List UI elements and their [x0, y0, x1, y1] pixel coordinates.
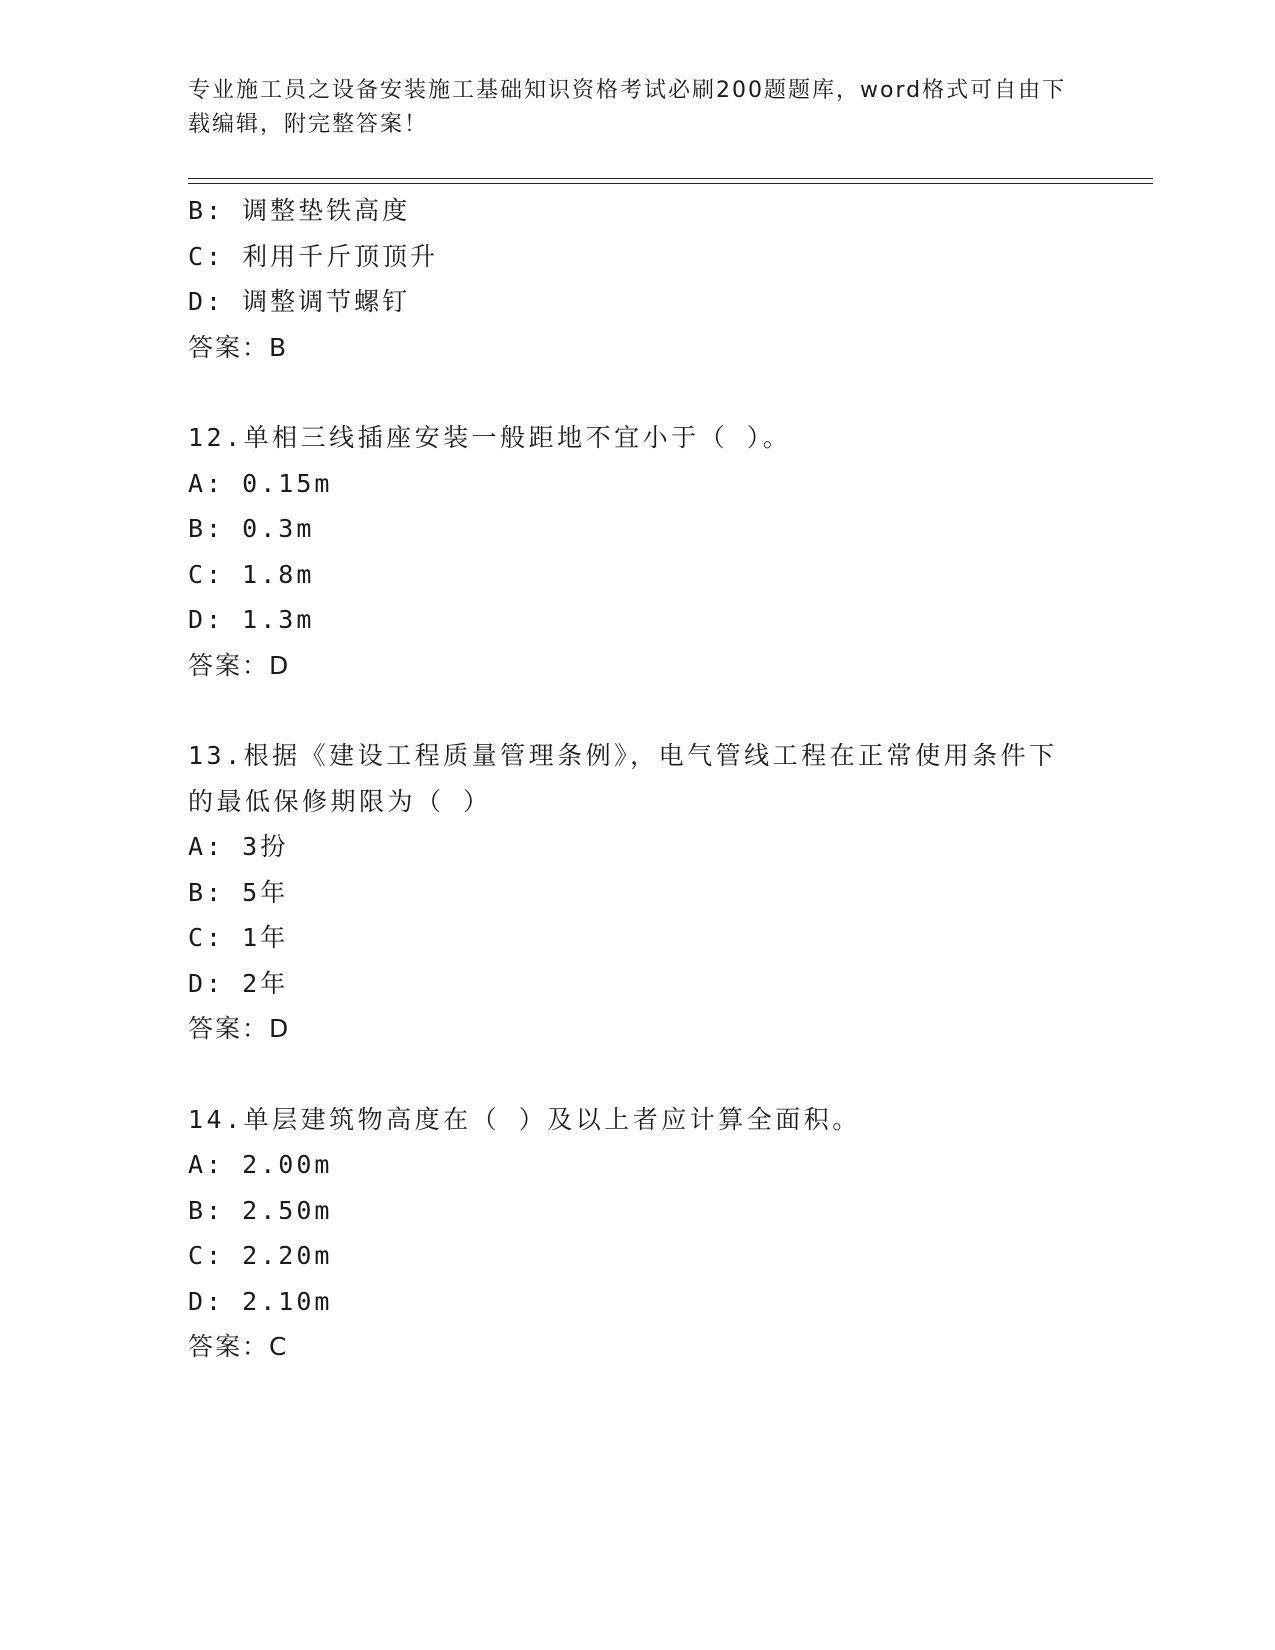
option-text: 1.3m: [242, 605, 315, 634]
answer-line: 答案：B: [188, 332, 289, 362]
answer-line: 答案：C: [188, 1332, 289, 1361]
option-label: D:: [188, 968, 225, 998]
option-text: 2年: [242, 968, 289, 998]
question-text: 12.单相三线插座安装一般距地不宜小于（ ）。: [188, 423, 792, 452]
option-label: C:: [188, 241, 225, 271]
option-text: 调整调节螺钉: [242, 287, 411, 316]
question-block: [188, 733, 1088, 1052]
option-text: 2.50m: [242, 1195, 333, 1225]
question-text: 14.单层建筑物高度在（ ）及以上者应计算全面积。: [188, 1104, 861, 1134]
option-label: D:: [188, 605, 225, 634]
answer-line: 答案：D: [188, 650, 291, 680]
option-line: [188, 915, 1088, 961]
option-text: 2.10m: [242, 1286, 333, 1316]
option-label: A:: [188, 832, 225, 861]
option-text: 调整垫铁高度: [242, 196, 411, 225]
option-line: [188, 234, 1088, 280]
header-divider-bottom: [188, 183, 1153, 184]
option-line: [188, 552, 1088, 598]
option-text: 3扮: [242, 832, 289, 861]
header-divider-top: [188, 178, 1153, 179]
option-line: [188, 961, 1088, 1007]
option-line: [188, 1233, 1088, 1279]
option-line: [188, 824, 1088, 870]
option-label: D:: [188, 1286, 225, 1316]
option-text: 2.20m: [242, 1241, 333, 1270]
question-block: [188, 415, 1088, 688]
option-text: 0.3m: [242, 514, 315, 543]
option-text: 1.8m: [242, 559, 315, 589]
option-line: [188, 188, 1088, 234]
answer-line: 答案：D: [188, 1014, 291, 1043]
option-label: C:: [188, 923, 225, 952]
option-line: [188, 1142, 1088, 1188]
option-text: 0.15m: [242, 468, 333, 498]
option-label: C:: [188, 1241, 225, 1270]
option-line: [188, 1279, 1088, 1325]
option-label: B:: [188, 514, 225, 543]
option-line: [188, 870, 1088, 916]
question-text: 13.根据《建设工程质量管理条例》，电气管线工程在正常使用条件下的最低保修期限为（ ）: [188, 741, 1058, 816]
question-fragment: [188, 188, 1088, 370]
option-label: B:: [188, 196, 225, 225]
question-block: [188, 1097, 1088, 1370]
option-text: 利用千斤顶顶升: [242, 241, 439, 271]
option-label: C:: [188, 559, 225, 589]
option-label: A:: [188, 1150, 225, 1179]
option-text: 1年: [242, 923, 289, 952]
document-header: 专业施工员之设备安装施工基础知识资格考试必刷200题题库，word格式可自由下载编辑，附完整答案！: [188, 78, 1067, 137]
option-line: [188, 279, 1088, 325]
option-line: [188, 597, 1088, 643]
option-label: B:: [188, 1195, 225, 1225]
option-line: [188, 461, 1088, 507]
option-text: 5年: [242, 877, 289, 907]
question-list: [188, 188, 1088, 1370]
option-line: [188, 1188, 1088, 1234]
option-label: D:: [188, 287, 225, 316]
option-label: A:: [188, 468, 225, 498]
option-text: 2.00m: [242, 1150, 333, 1179]
option-line: [188, 506, 1088, 552]
option-label: B:: [188, 877, 225, 907]
